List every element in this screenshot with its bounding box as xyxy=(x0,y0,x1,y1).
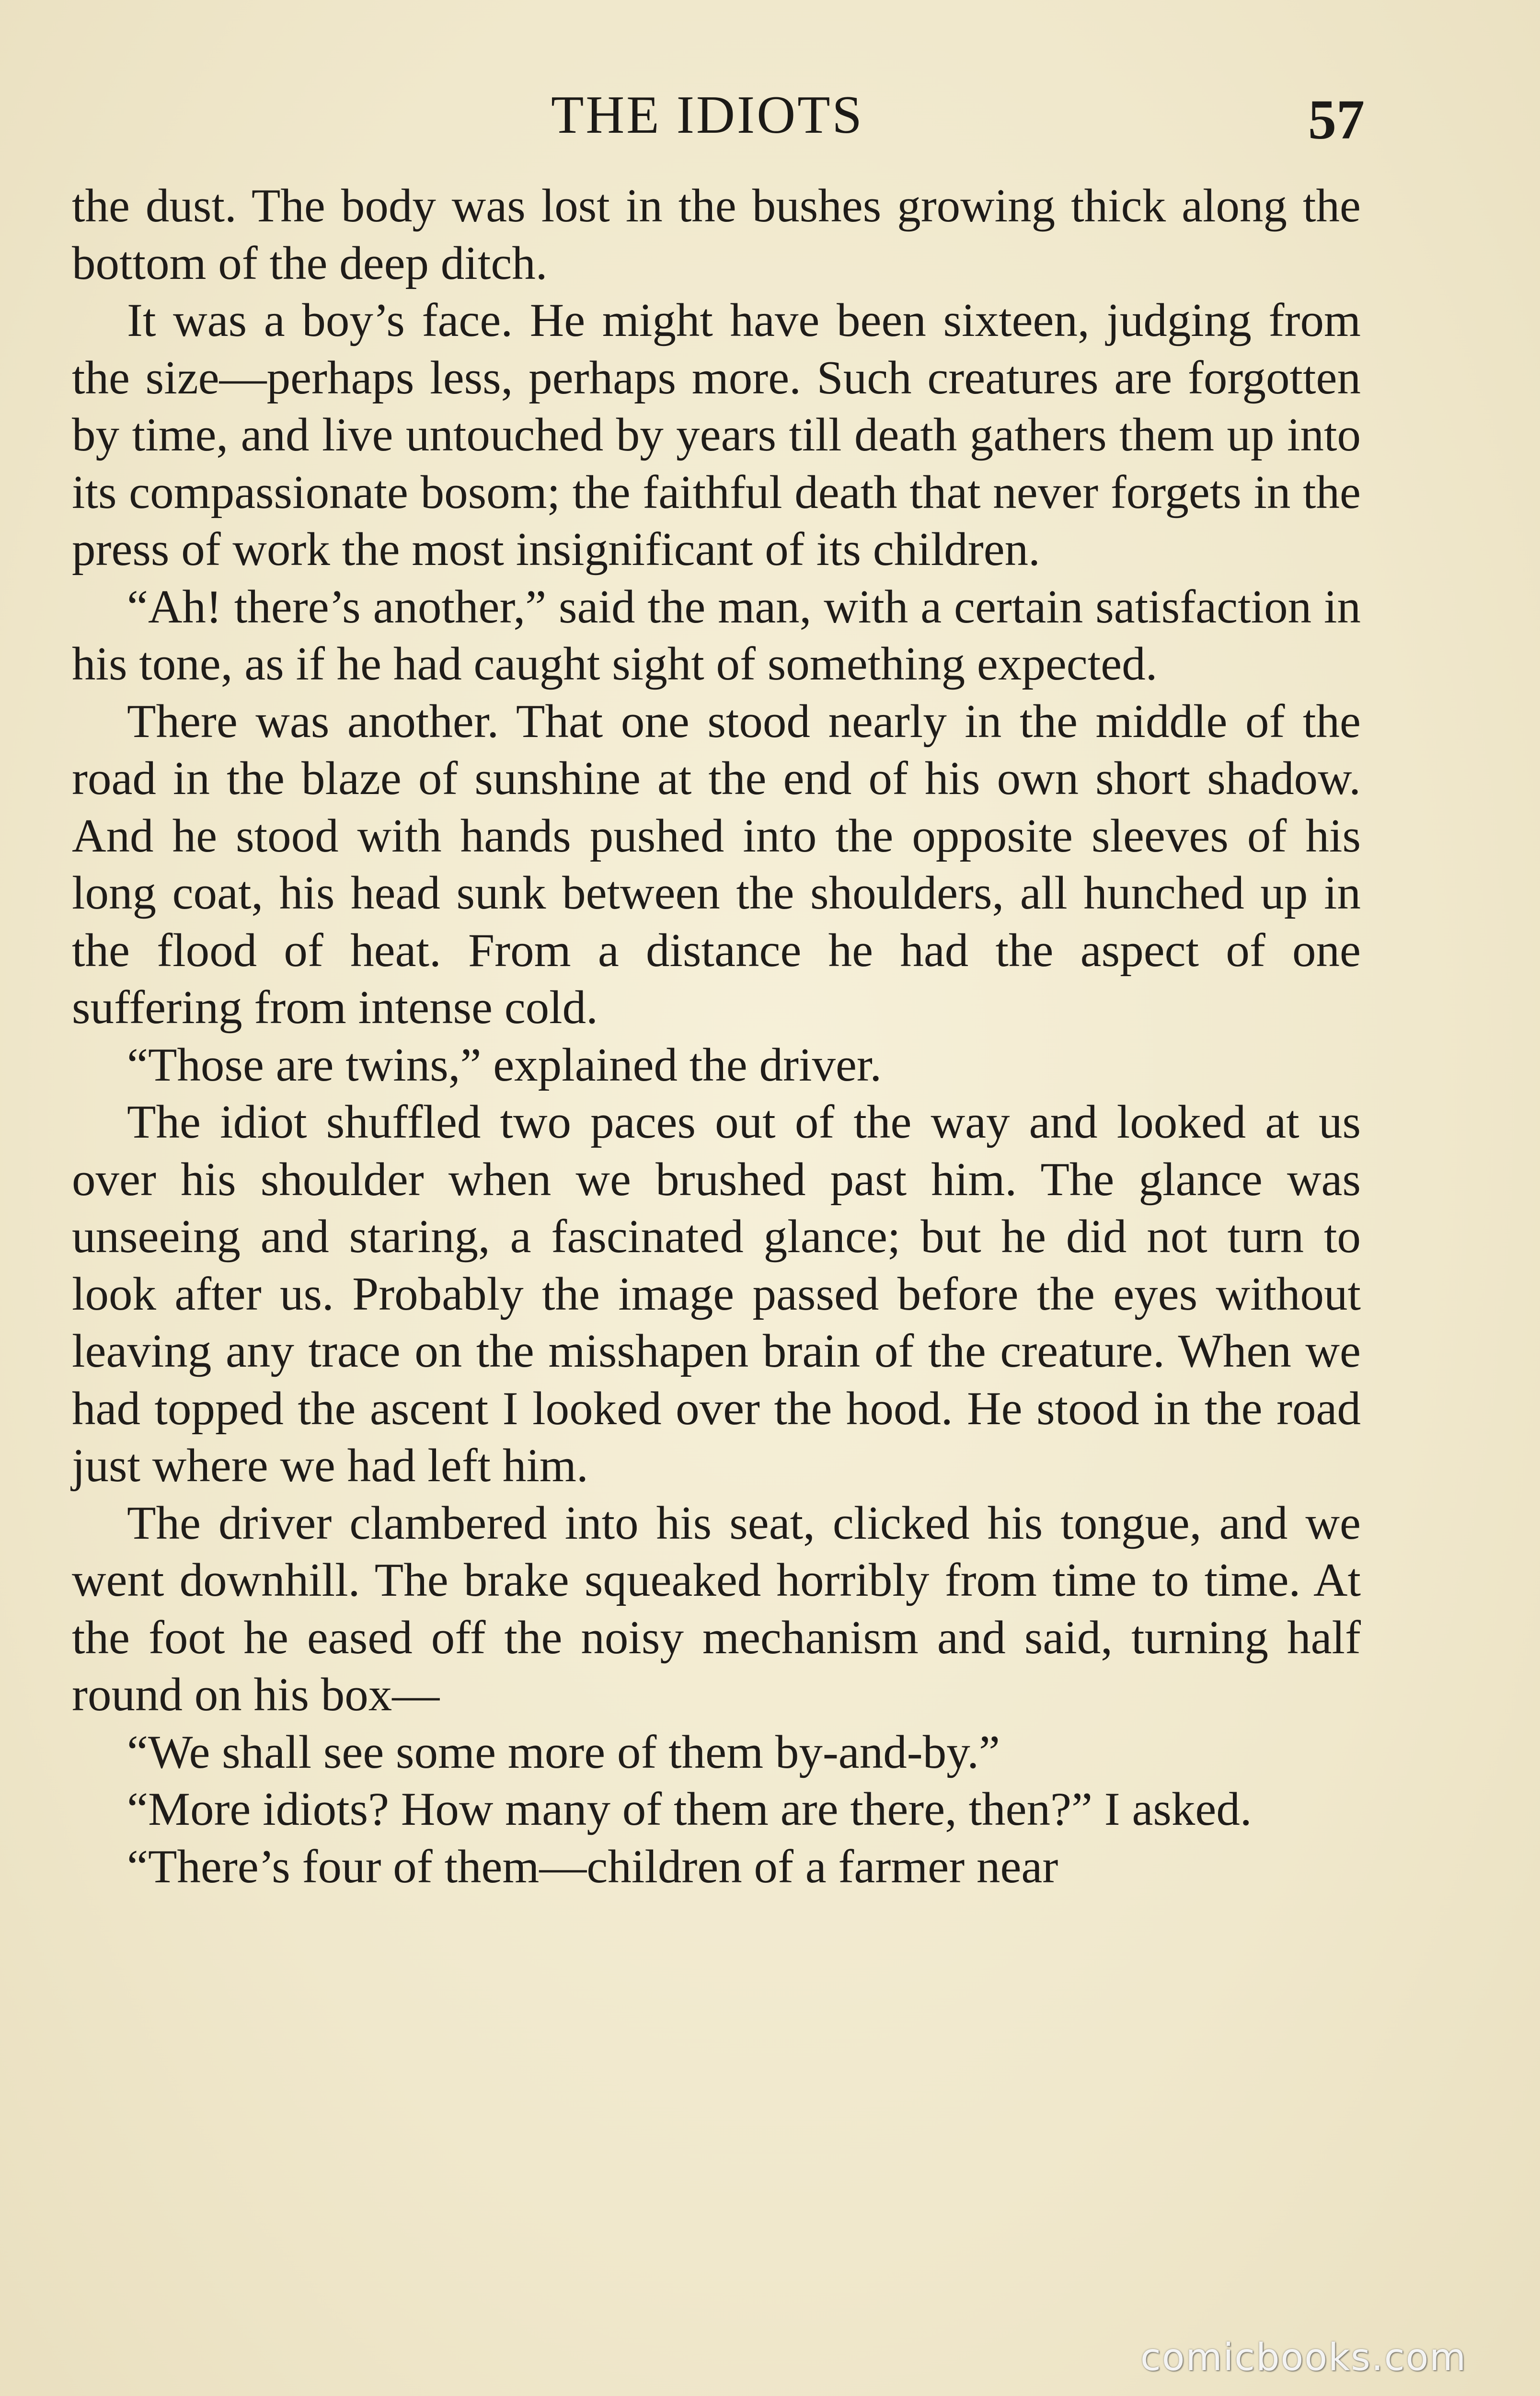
paragraph: The driver clambered into his seat, clicked his tongue, and we went downhill. The brake squeaked horribly from time to time. At the foot he eased off the noisy mechanism and said, turning half round on his box— xyxy=(72,1497,1361,1721)
paragraph: The idiot shuffled two paces out of the way and looked at us over his shoulder when we brushed past him. The glance was unseeing and staring, a fascinated glance; but he did not turn to look after us. Probably the image passed before the eyes without leaving any trace on the misshapen brain of the creature. When we had topped the ascent I looked over the hood. He stood in the road just where we had left him. xyxy=(72,1096,1361,1492)
paragraph: There was another. That one stood nearly in the middle of the road in the blaze of sunshine at the end of his own short shadow. And he stood with hands pushed into the opposite sleeves of his long coat, his head sunk between the shoulders, all hunched up in the flood of heat. From a distance he had the aspect of one suffering from intense cold. xyxy=(72,695,1361,1034)
site-watermark: comicbooks.com xyxy=(1140,2336,1467,2379)
paragraph: “More idiots? How many of them are there, then?” I asked. xyxy=(127,1783,1252,1835)
paragraph: “There’s four of them—children of a farmer near xyxy=(127,1840,1058,1893)
paragraph: It was a boy’s face. He might have been sixteen, judging from the size—perhaps less, perhaps more. Such creatures are forgotten by time, and live untouched by years till death gathers them up into its compassionate bosom; the faithful death that never forgets in the press of work the most insignificant of its children. xyxy=(72,294,1361,576)
paragraph: “Ah! there’s another,” said the man, with a certain satisfaction in his tone, as if he had caught sight of something expected. xyxy=(72,580,1361,690)
body-text xyxy=(72,177,1361,1895)
paragraph: “Those are twins,” explained the driver. xyxy=(127,1038,882,1091)
page-number: 57 xyxy=(1308,88,1365,151)
running-title: THE IDIOTS xyxy=(551,85,864,145)
paragraph: the dust. The body was lost in the bushes growing thick along the bottom of the deep ditch. xyxy=(72,180,1361,289)
page-header xyxy=(0,81,1540,149)
paragraph: “We shall see some more of them by-and-by.” xyxy=(127,1726,1000,1778)
